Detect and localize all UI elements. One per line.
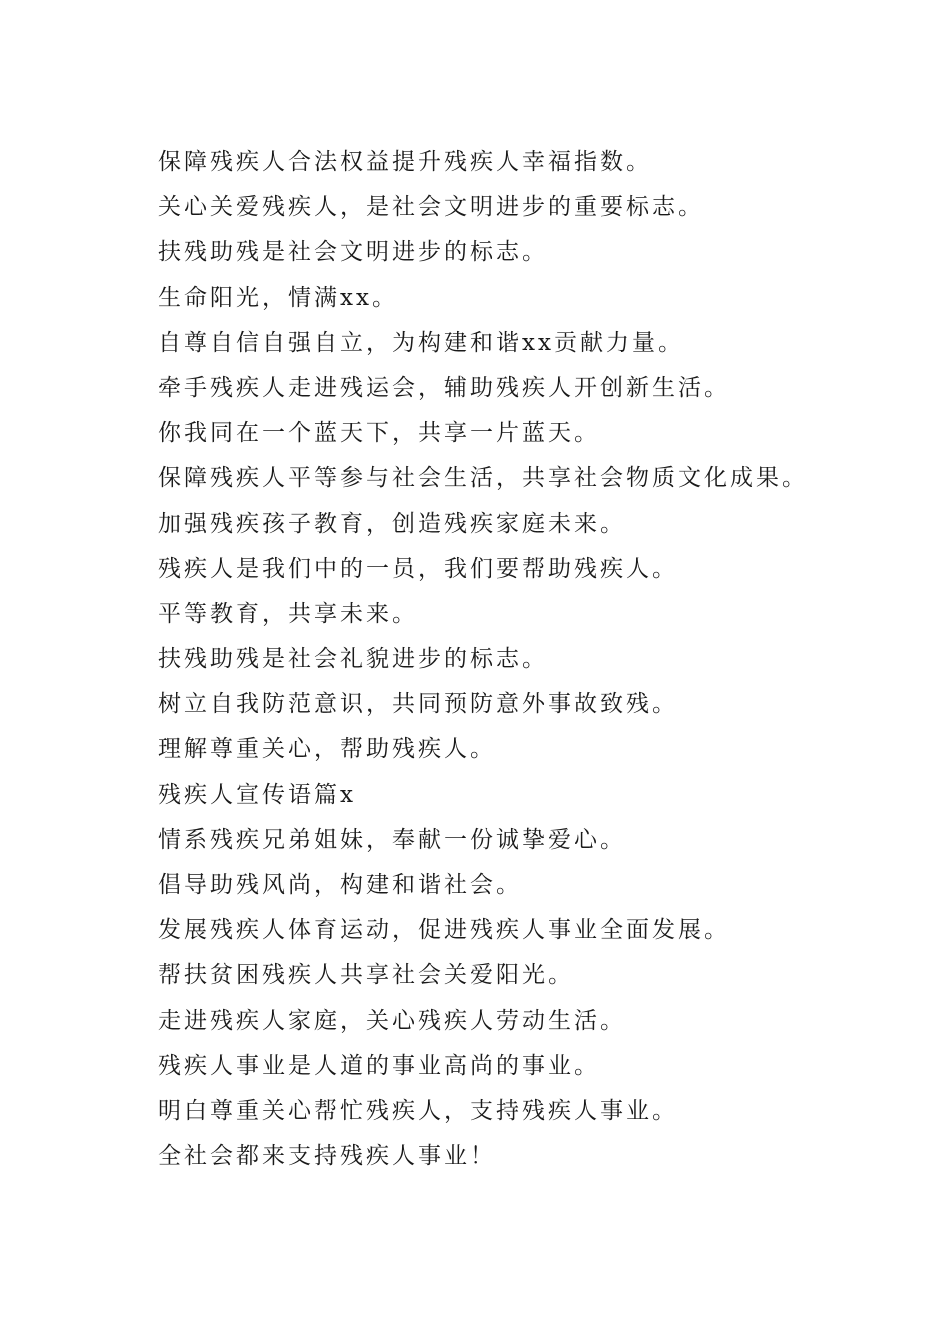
text-line: 树立自我防范意识，共同预防意外事故致残。 [158,691,678,718]
text-line: 明白尊重关心帮忙残疾人，支持残疾人事业。 [158,1097,678,1124]
text-line: 倡导助残风尚，构建和谐社会。 [158,872,522,898]
text-line: 帮扶贫困残疾人共享社会关爱阳光。 [158,962,574,989]
text-line: 你我同在一个蓝天下，共享一片蓝天。 [158,420,600,447]
text-line: 残疾人事业是人道的事业高尚的事业。 [158,1052,600,1079]
text-line: 扶残助残是社会文明进步的标志。 [158,239,548,266]
slogan-list [158,140,918,1179]
text-line: 理解尊重关心，帮助残疾人。 [158,736,496,763]
text-line: 自尊自信自强自立，为构建和谐xx贡献力量。 [158,329,684,356]
text-line: 关心关爱残疾人，是社会文明进步的重要标志。 [158,194,704,221]
text-line: 平等教育，共享未来。 [158,600,418,627]
text-line: 发展残疾人体育运动，促进残疾人事业全面发展。 [158,917,730,944]
text-line: 生命阳光，情满xx。 [158,284,398,311]
section-heading: 残疾人宣传语篇x [158,781,356,808]
text-line: 保障残疾人合法权益提升残疾人幸福指数。 [158,149,652,175]
text-line: 扶残助残是社会礼貌进步的标志。 [158,646,548,673]
text-line: 保障残疾人平等参与社会生活，共享社会物质文化成果。 [158,465,808,492]
text-line: 走进残疾人家庭，关心残疾人劳动生活。 [158,1007,626,1034]
text-line: 情系残疾兄弟姐妹，奉献一份诚挚爱心。 [158,826,626,853]
text-line: 牵手残疾人走进残运会，辅助残疾人开创新生活。 [158,374,730,401]
text-line: 加强残疾孩子教育，创造残疾家庭未来。 [158,510,626,537]
text-line: 残疾人是我们中的一员，我们要帮助残疾人。 [158,555,678,582]
text-line: 全社会都来支持残疾人事业！ [158,1143,496,1170]
